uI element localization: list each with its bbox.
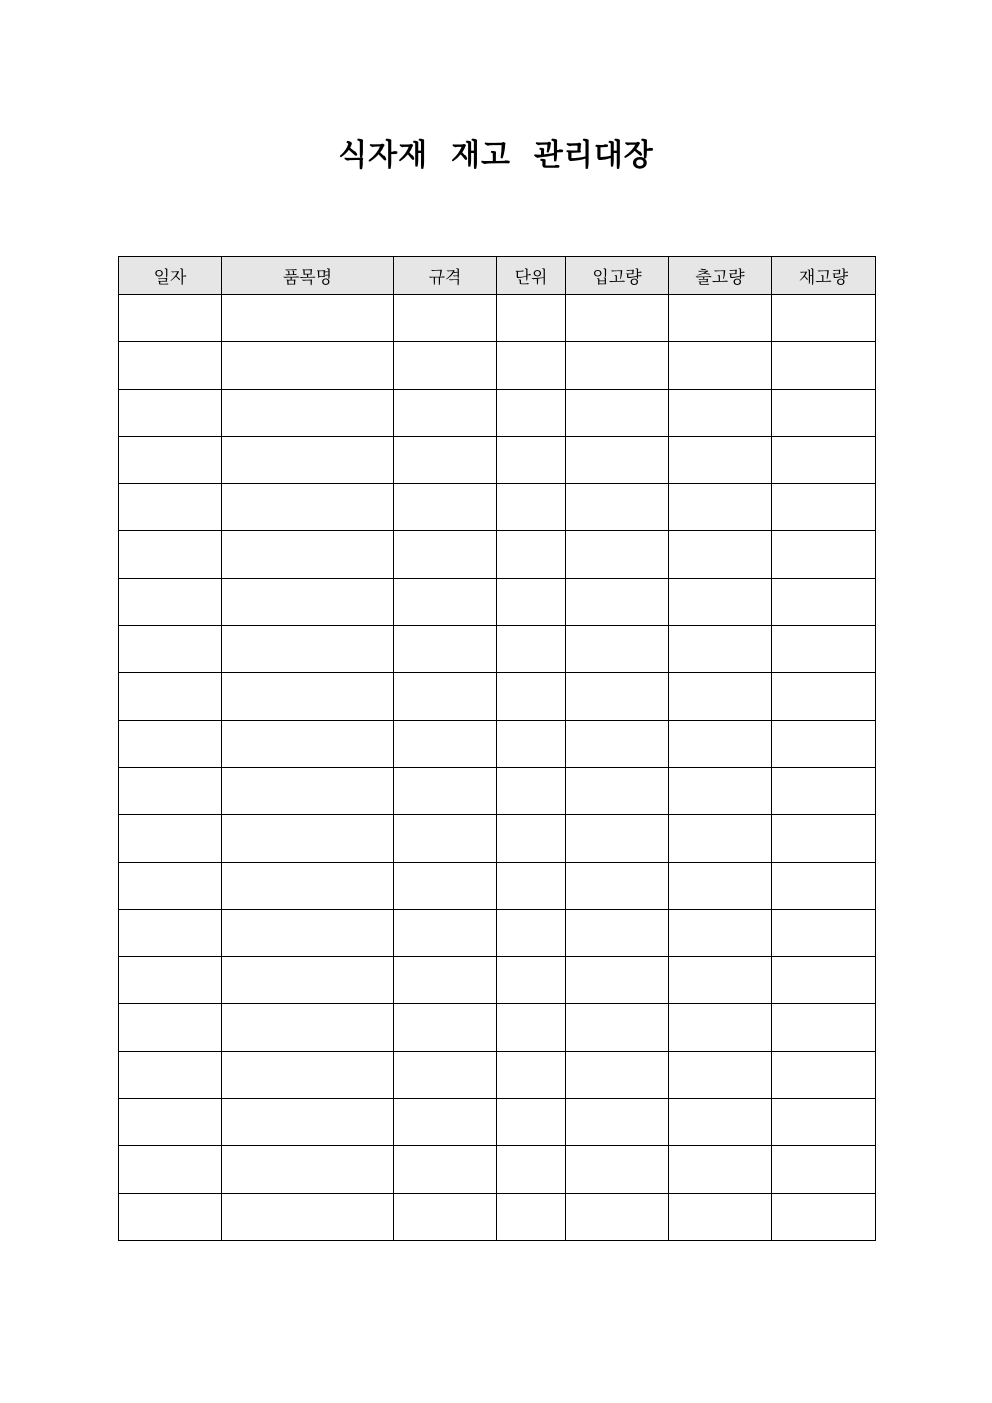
table-cell-stock-balance[interactable] — [772, 1193, 876, 1240]
table-cell-date[interactable] — [119, 767, 222, 814]
table-cell-stock-balance[interactable] — [772, 626, 876, 673]
table-cell-unit[interactable] — [497, 815, 566, 862]
table-row — [119, 531, 876, 578]
table-cell-stock-out[interactable] — [669, 1146, 772, 1193]
table-cell-stock-in[interactable] — [566, 342, 669, 389]
table-cell-stock-balance[interactable] — [772, 815, 876, 862]
table-cell-specification[interactable] — [394, 862, 497, 909]
table-row — [119, 389, 876, 436]
table-cell-item-name[interactable] — [222, 578, 394, 625]
table-cell-date[interactable] — [119, 1004, 222, 1051]
table-cell-date[interactable] — [119, 1193, 222, 1240]
table-cell-stock-in[interactable] — [566, 578, 669, 625]
table-cell-date[interactable] — [119, 1099, 222, 1146]
table-cell-stock-out[interactable] — [669, 1004, 772, 1051]
table-cell-stock-in[interactable] — [566, 626, 669, 673]
table-cell-specification[interactable] — [394, 389, 497, 436]
column-header-date: 일자 — [119, 257, 222, 295]
table-cell-item-name[interactable] — [222, 436, 394, 483]
table-cell-stock-in[interactable] — [566, 1051, 669, 1098]
table-cell-stock-balance[interactable] — [772, 767, 876, 814]
table-cell-stock-in[interactable] — [566, 1146, 669, 1193]
table-cell-stock-in[interactable] — [566, 767, 669, 814]
table-cell-unit[interactable] — [497, 436, 566, 483]
table-cell-item-name[interactable] — [222, 815, 394, 862]
table-cell-item-name[interactable] — [222, 957, 394, 1004]
column-header-stock-out: 출고량 — [669, 257, 772, 295]
table-cell-stock-out[interactable] — [669, 720, 772, 767]
table-cell-stock-balance[interactable] — [772, 909, 876, 956]
table-cell-date[interactable] — [119, 720, 222, 767]
inventory-ledger-table — [118, 256, 876, 1241]
table-cell-specification[interactable] — [394, 436, 497, 483]
table-cell-stock-in[interactable] — [566, 531, 669, 578]
table-cell-stock-out[interactable] — [669, 1193, 772, 1240]
table-cell-specification[interactable] — [394, 957, 497, 1004]
table-cell-stock-out[interactable] — [669, 484, 772, 531]
table-cell-date[interactable] — [119, 484, 222, 531]
table-cell-item-name[interactable] — [222, 1099, 394, 1146]
table-cell-item-name[interactable] — [222, 295, 394, 342]
table-cell-stock-in[interactable] — [566, 295, 669, 342]
table-cell-stock-in[interactable] — [566, 957, 669, 1004]
table-cell-stock-out[interactable] — [669, 1051, 772, 1098]
table-cell-date[interactable] — [119, 295, 222, 342]
table-cell-date[interactable] — [119, 815, 222, 862]
table-cell-specification[interactable] — [394, 767, 497, 814]
table-cell-item-name[interactable] — [222, 342, 394, 389]
table-cell-unit[interactable] — [497, 578, 566, 625]
table-cell-stock-in[interactable] — [566, 1193, 669, 1240]
table-row — [119, 626, 876, 673]
table-cell-unit[interactable] — [497, 767, 566, 814]
table-cell-unit[interactable] — [497, 484, 566, 531]
table-cell-item-name[interactable] — [222, 1146, 394, 1193]
table-cell-stock-in[interactable] — [566, 484, 669, 531]
column-header-stock-balance: 재고량 — [772, 257, 876, 295]
table-cell-stock-out[interactable] — [669, 626, 772, 673]
table-cell-stock-in[interactable] — [566, 1004, 669, 1051]
table-row — [119, 815, 876, 862]
table-cell-date[interactable] — [119, 578, 222, 625]
table-cell-stock-out[interactable] — [669, 673, 772, 720]
table-cell-specification[interactable] — [394, 578, 497, 625]
table-cell-item-name[interactable] — [222, 1004, 394, 1051]
table-cell-stock-out[interactable] — [669, 957, 772, 1004]
table-cell-stock-balance[interactable] — [772, 295, 876, 342]
table-cell-unit[interactable] — [497, 909, 566, 956]
table-cell-stock-balance[interactable] — [772, 531, 876, 578]
table-row — [119, 1146, 876, 1193]
table-cell-stock-balance[interactable] — [772, 342, 876, 389]
table-cell-unit[interactable] — [497, 531, 566, 578]
table-row — [119, 578, 876, 625]
table-cell-stock-in[interactable] — [566, 815, 669, 862]
page-title: 식자재 재고 관리대장 — [338, 138, 654, 173]
table-cell-item-name[interactable] — [222, 909, 394, 956]
table-cell-unit[interactable] — [497, 862, 566, 909]
table-cell-unit[interactable] — [497, 720, 566, 767]
table-cell-specification[interactable] — [394, 1051, 497, 1098]
table-cell-stock-in[interactable] — [566, 436, 669, 483]
table-cell-unit[interactable] — [497, 1051, 566, 1098]
table-cell-stock-out[interactable] — [669, 862, 772, 909]
table-header — [119, 257, 876, 295]
table-cell-item-name[interactable] — [222, 720, 394, 767]
table-cell-specification[interactable] — [394, 1099, 497, 1146]
table-cell-stock-balance[interactable] — [772, 1004, 876, 1051]
column-header-stock-in: 입고량 — [566, 257, 669, 295]
table-cell-unit[interactable] — [497, 1099, 566, 1146]
table-cell-date[interactable] — [119, 531, 222, 578]
table-cell-stock-out[interactable] — [669, 767, 772, 814]
table-cell-item-name[interactable] — [222, 389, 394, 436]
table-cell-stock-in[interactable] — [566, 862, 669, 909]
table-cell-item-name[interactable] — [222, 673, 394, 720]
table-cell-specification[interactable] — [394, 1146, 497, 1193]
table-cell-specification[interactable] — [394, 295, 497, 342]
table-row — [119, 436, 876, 483]
table-cell-stock-out[interactable] — [669, 578, 772, 625]
table-cell-stock-balance[interactable] — [772, 484, 876, 531]
table-cell-specification[interactable] — [394, 720, 497, 767]
table-cell-stock-out[interactable] — [669, 389, 772, 436]
table-cell-stock-balance[interactable] — [772, 1099, 876, 1146]
table-cell-specification[interactable] — [394, 484, 497, 531]
table-cell-stock-out[interactable] — [669, 1099, 772, 1146]
table-cell-item-name[interactable] — [222, 626, 394, 673]
table-row — [119, 295, 876, 342]
table-cell-unit[interactable] — [497, 1193, 566, 1240]
table-row — [119, 484, 876, 531]
table-cell-unit[interactable] — [497, 389, 566, 436]
table-cell-unit[interactable] — [497, 1004, 566, 1051]
table-row — [119, 1193, 876, 1240]
table-row — [119, 957, 876, 1004]
table-row — [119, 342, 876, 389]
table-cell-stock-balance[interactable] — [772, 1051, 876, 1098]
table-cell-date[interactable] — [119, 436, 222, 483]
table-cell-stock-out[interactable] — [669, 815, 772, 862]
table-cell-stock-balance[interactable] — [772, 578, 876, 625]
table-cell-item-name[interactable] — [222, 767, 394, 814]
table-cell-unit[interactable] — [497, 342, 566, 389]
table-row — [119, 767, 876, 814]
table-cell-stock-balance[interactable] — [772, 389, 876, 436]
column-header-item-name: 품목명 — [222, 257, 394, 295]
table-cell-date[interactable] — [119, 1146, 222, 1193]
table-cell-stock-in[interactable] — [566, 389, 669, 436]
table-cell-unit[interactable] — [497, 957, 566, 1004]
table-cell-date[interactable] — [119, 626, 222, 673]
table-cell-item-name[interactable] — [222, 484, 394, 531]
table-cell-specification[interactable] — [394, 909, 497, 956]
table-cell-item-name[interactable] — [222, 1193, 394, 1240]
table-cell-specification[interactable] — [394, 673, 497, 720]
table-cell-stock-balance[interactable] — [772, 436, 876, 483]
table-cell-stock-out[interactable] — [669, 436, 772, 483]
table-cell-stock-in[interactable] — [566, 909, 669, 956]
table-cell-date[interactable] — [119, 389, 222, 436]
table-cell-stock-balance[interactable] — [772, 673, 876, 720]
table-cell-stock-out[interactable] — [669, 531, 772, 578]
table-row — [119, 673, 876, 720]
column-header-specification: 규격 — [394, 257, 497, 295]
table-cell-date[interactable] — [119, 673, 222, 720]
table-cell-stock-balance[interactable] — [772, 720, 876, 767]
table-cell-stock-in[interactable] — [566, 720, 669, 767]
table-cell-unit[interactable] — [497, 1146, 566, 1193]
table-cell-specification[interactable] — [394, 1004, 497, 1051]
table-cell-unit[interactable] — [497, 295, 566, 342]
table-row — [119, 1099, 876, 1146]
table-cell-stock-out[interactable] — [669, 342, 772, 389]
table-cell-specification[interactable] — [394, 626, 497, 673]
table-row — [119, 862, 876, 909]
table-cell-specification[interactable] — [394, 1193, 497, 1240]
table-cell-date[interactable] — [119, 862, 222, 909]
table-cell-stock-out[interactable] — [669, 295, 772, 342]
table-cell-stock-balance[interactable] — [772, 1146, 876, 1193]
table-cell-date[interactable] — [119, 1051, 222, 1098]
table-cell-unit[interactable] — [497, 626, 566, 673]
table-cell-specification[interactable] — [394, 815, 497, 862]
table-body — [119, 295, 876, 1241]
table-cell-date[interactable] — [119, 342, 222, 389]
table-row — [119, 720, 876, 767]
table-cell-specification[interactable] — [394, 342, 497, 389]
table-cell-stock-balance[interactable] — [772, 957, 876, 1004]
header-row — [119, 257, 876, 295]
table-cell-item-name[interactable] — [222, 531, 394, 578]
table-cell-stock-in[interactable] — [566, 673, 669, 720]
column-header-unit: 단위 — [497, 257, 566, 295]
table-cell-date[interactable] — [119, 909, 222, 956]
table-row — [119, 1051, 876, 1098]
table-cell-specification[interactable] — [394, 531, 497, 578]
table-row — [119, 1004, 876, 1051]
table-cell-unit[interactable] — [497, 673, 566, 720]
table-cell-date[interactable] — [119, 957, 222, 1004]
table-cell-stock-out[interactable] — [669, 909, 772, 956]
table-row — [119, 909, 876, 956]
table-cell-item-name[interactable] — [222, 862, 394, 909]
table-cell-stock-in[interactable] — [566, 1099, 669, 1146]
table-cell-stock-balance[interactable] — [772, 862, 876, 909]
table-cell-item-name[interactable] — [222, 1051, 394, 1098]
